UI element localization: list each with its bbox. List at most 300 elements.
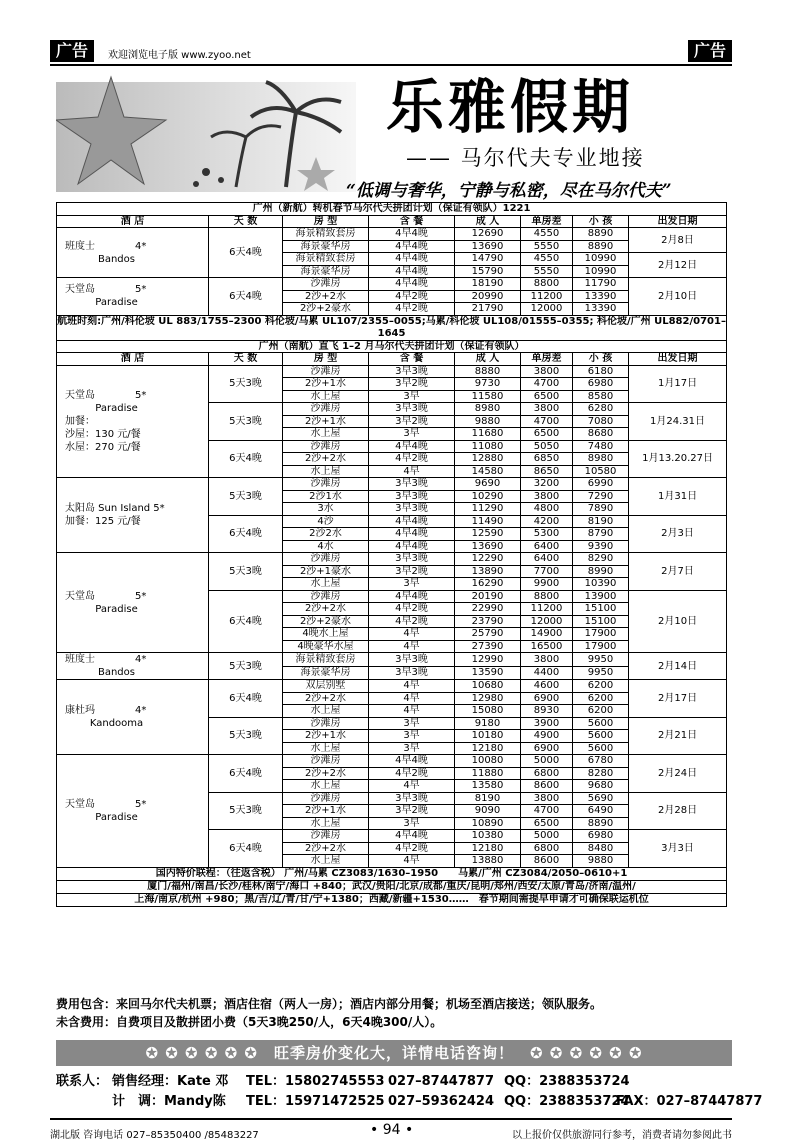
hotel-extra1: 沙屋：130 元/餐 — [65, 428, 141, 440]
meal-cell: 4早4晚 — [369, 265, 455, 278]
adult-cell: 13590 — [455, 666, 521, 680]
column-header: 房 型 — [283, 215, 369, 228]
date-cell: 1月24.31日 — [629, 403, 727, 441]
hotel-en: Paradise — [95, 811, 138, 823]
child-cell: 5600 — [573, 730, 629, 743]
child-cell: 13390 — [573, 303, 629, 316]
child-cell: 8290 — [573, 553, 629, 566]
child-cell: 6490 — [573, 805, 629, 818]
child-cell: 10580 — [573, 465, 629, 478]
adult-cell: 15080 — [455, 705, 521, 718]
child-cell: 8280 — [573, 767, 629, 780]
child-cell: 8980 — [573, 453, 629, 466]
hotel-cell — [57, 680, 209, 755]
hotel-cell — [57, 278, 209, 316]
contact-tel-1b: 027–87447877 — [388, 1074, 494, 1089]
single-cell: 3800 — [521, 403, 573, 416]
adult-cell: 10290 — [455, 490, 521, 503]
table-row — [57, 553, 727, 566]
date-cell: 2月10日 — [629, 590, 727, 653]
slogan: “低调与奢华，宁静与私密，尽在马尔代夫” — [346, 181, 672, 201]
room-cell: 沙滩房 — [283, 830, 369, 843]
date-cell: 2月12日 — [629, 253, 727, 278]
room-cell: 2沙+2水 — [283, 692, 369, 705]
meal-cell: 3早2晚 — [369, 378, 455, 391]
header-row — [57, 215, 727, 228]
adult-cell: 13580 — [455, 780, 521, 793]
welcome-text: 欢迎浏览电子版 www.zyoo.net — [108, 50, 251, 61]
room-cell: 沙滩房 — [283, 478, 369, 491]
room-cell: 2沙1水 — [283, 490, 369, 503]
contacts — [56, 1072, 763, 1112]
price-table — [56, 202, 727, 907]
room-cell: 沙滩房 — [283, 590, 369, 603]
column-header: 出发日期 — [629, 353, 727, 366]
column-header: 出发日期 — [629, 215, 727, 228]
date-cell: 1月17日 — [629, 365, 727, 403]
hotel-en: Paradise — [95, 402, 138, 414]
single-cell: 4800 — [521, 503, 573, 516]
room-cell: 水上屋 — [283, 428, 369, 441]
date-cell: 2月14日 — [629, 653, 727, 680]
single-cell: 4200 — [521, 515, 573, 528]
fee-included: 费用包含：来回马尔代夫机票；酒店住宿（两人一房）；酒店内部分用餐；机场至酒店接送；领队服务。 — [56, 997, 603, 1011]
single-cell: 8800 — [521, 590, 573, 603]
adult-cell: 11490 — [455, 515, 521, 528]
adult-cell: 13690 — [455, 240, 521, 253]
room-cell: 水上屋 — [283, 855, 369, 868]
hotel-en: Bandos — [97, 253, 135, 265]
table-row — [57, 755, 727, 768]
adult-cell: 15790 — [455, 265, 521, 278]
contact-fax: FAX：027–87447877 — [616, 1094, 763, 1109]
child-cell: 8190 — [573, 515, 629, 528]
child-cell: 15100 — [573, 603, 629, 616]
meal-cell: 4早 — [369, 705, 455, 718]
hotel-en: Paradise — [95, 297, 138, 309]
child-cell: 5600 — [573, 717, 629, 730]
column-header: 单房差 — [521, 215, 573, 228]
meal-cell: 4早 — [369, 640, 455, 653]
adult-cell: 10180 — [455, 730, 521, 743]
room-cell: 水上屋 — [283, 390, 369, 403]
meal-cell: 4早2晚 — [369, 303, 455, 316]
meal-cell: 4早4晚 — [369, 440, 455, 453]
adult-cell: 9730 — [455, 378, 521, 391]
page-number: • 94 • — [370, 1122, 414, 1138]
single-cell: 6900 — [521, 692, 573, 705]
contact-qq-2: QQ：2388353724 — [504, 1094, 630, 1109]
room-cell: 2沙+2水 — [283, 453, 369, 466]
meal-cell: 4早4晚 — [369, 228, 455, 241]
single-cell: 7700 — [521, 565, 573, 578]
adult-cell: 11880 — [455, 767, 521, 780]
single-cell: 5000 — [521, 755, 573, 768]
meal-cell: 3早2晚 — [369, 805, 455, 818]
contact-row-1 — [56, 1072, 732, 1092]
child-cell: 10390 — [573, 578, 629, 591]
room-cell: 2沙+1水 — [283, 805, 369, 818]
child-cell: 8480 — [573, 842, 629, 855]
room-cell: 双层别墅 — [283, 680, 369, 693]
hotel-star: 5* — [135, 284, 147, 296]
room-cell: 2沙+1豪水 — [283, 565, 369, 578]
footer-disclaimer: 以上报价仅供旅游同行参考，消费者请勿参阅此书 — [512, 1130, 732, 1141]
contact-row-2 — [56, 1092, 763, 1112]
table-row — [57, 278, 727, 291]
meal-cell: 4早4晚 — [369, 253, 455, 266]
brand-title: 乐雅假期 — [386, 73, 635, 141]
meal-cell: 3早3晚 — [369, 490, 455, 503]
column-header: 成 人 — [455, 215, 521, 228]
meal-cell: 3早3晚 — [369, 403, 455, 416]
single-cell: 6400 — [521, 540, 573, 553]
child-cell: 11790 — [573, 278, 629, 291]
child-cell: 10990 — [573, 253, 629, 266]
meal-cell: 4早 — [369, 855, 455, 868]
room-cell: 海景精致套房 — [283, 228, 369, 241]
adult-cell: 22990 — [455, 603, 521, 616]
single-cell: 5550 — [521, 240, 573, 253]
room-cell: 4晚水上屋 — [283, 628, 369, 641]
section-title: 广州（南航）直飞 1–2 月马尔代夫拼团计划（保证有领队） — [57, 340, 727, 353]
adult-cell: 9090 — [455, 805, 521, 818]
adult-cell: 18190 — [455, 278, 521, 291]
room-cell: 海景豪华房 — [283, 666, 369, 680]
room-cell: 沙滩房 — [283, 440, 369, 453]
table-row — [57, 478, 727, 491]
single-cell: 5050 — [521, 440, 573, 453]
meal-cell: 3早 — [369, 578, 455, 591]
child-cell: 6990 — [573, 478, 629, 491]
single-cell: 6900 — [521, 742, 573, 755]
days-cell: 5天3晚 — [209, 717, 283, 755]
room-cell: 海景精致套房 — [283, 653, 369, 667]
meal-cell: 3早3晚 — [369, 478, 455, 491]
adult-cell: 12880 — [455, 453, 521, 466]
meal-cell: 4早4晚 — [369, 240, 455, 253]
adult-cell: 8880 — [455, 365, 521, 378]
meal-cell: 3早2晚 — [369, 565, 455, 578]
child-cell: 9390 — [573, 540, 629, 553]
single-cell: 5550 — [521, 265, 573, 278]
room-cell: 沙滩房 — [283, 755, 369, 768]
meal-cell: 4早2晚 — [369, 767, 455, 780]
hotel-star: 4* — [135, 705, 147, 716]
single-cell: 12000 — [521, 615, 573, 628]
column-header: 酒 店 — [57, 353, 209, 366]
brand-subtitle: —— 马尔代夫专业地接 — [406, 146, 645, 170]
header-row — [57, 353, 727, 366]
single-cell: 6850 — [521, 453, 573, 466]
child-cell: 8890 — [573, 817, 629, 830]
banner — [56, 72, 732, 200]
adult-cell: 11580 — [455, 390, 521, 403]
child-cell: 9950 — [573, 666, 629, 680]
child-cell: 15100 — [573, 615, 629, 628]
adult-cell: 10890 — [455, 817, 521, 830]
adult-cell: 21790 — [455, 303, 521, 316]
days-cell: 6天4晚 — [209, 278, 283, 316]
hotel-extra2: 水屋：270 元/餐 — [65, 441, 141, 453]
adult-cell: 27390 — [455, 640, 521, 653]
hotel-star: 5* — [135, 590, 147, 602]
room-cell: 海景豪华房 — [283, 265, 369, 278]
room-cell: 2沙+2水 — [283, 603, 369, 616]
single-cell: 8650 — [521, 465, 573, 478]
ad-label-right: 广告 — [688, 40, 732, 62]
date-cell: 2月24日 — [629, 755, 727, 793]
room-cell: 水上屋 — [283, 578, 369, 591]
child-cell: 7890 — [573, 503, 629, 516]
hotel-cell — [57, 478, 209, 553]
room-cell: 沙滩房 — [283, 717, 369, 730]
column-header: 成 人 — [455, 353, 521, 366]
room-cell: 水上屋 — [283, 742, 369, 755]
adult-cell: 12980 — [455, 692, 521, 705]
column-header: 天 数 — [209, 215, 283, 228]
hotel-star: 4* — [135, 654, 147, 665]
column-header: 酒 店 — [57, 215, 209, 228]
room-cell: 沙滩房 — [283, 278, 369, 291]
hotel-cell — [57, 553, 209, 653]
meal-cell: 4早2晚 — [369, 615, 455, 628]
hotel-cell — [57, 228, 209, 278]
room-cell: 水上屋 — [283, 465, 369, 478]
adult-cell: 13880 — [455, 855, 521, 868]
meal-cell: 3早3晚 — [369, 503, 455, 516]
table-row — [57, 653, 727, 667]
room-cell: 沙滩房 — [283, 553, 369, 566]
days-cell: 5天3晚 — [209, 365, 283, 403]
meal-cell: 3早 — [369, 390, 455, 403]
days-cell: 6天4晚 — [209, 830, 283, 868]
child-cell: 6200 — [573, 692, 629, 705]
room-cell: 水上屋 — [283, 705, 369, 718]
single-cell: 3900 — [521, 717, 573, 730]
adult-cell: 14580 — [455, 465, 521, 478]
adult-cell: 23790 — [455, 615, 521, 628]
room-cell: 2沙+1水 — [283, 378, 369, 391]
child-cell: 8990 — [573, 565, 629, 578]
adult-cell: 12990 — [455, 653, 521, 667]
column-header: 房 型 — [283, 353, 369, 366]
single-cell: 3800 — [521, 653, 573, 667]
meal-cell: 4早4晚 — [369, 515, 455, 528]
starfish-palm-illustration — [56, 72, 356, 200]
days-cell: 5天3晚 — [209, 403, 283, 441]
meal-cell: 3早3晚 — [369, 666, 455, 680]
column-header: 小 孩 — [573, 353, 629, 366]
adult-cell: 10080 — [455, 755, 521, 768]
meal-cell: 4早 — [369, 628, 455, 641]
room-cell: 海景精致套房 — [283, 253, 369, 266]
single-cell: 9900 — [521, 578, 573, 591]
fee-info — [56, 995, 732, 1031]
child-cell: 17900 — [573, 628, 629, 641]
hotel-name: 天堂岛 — [65, 590, 95, 602]
room-cell: 4晚豪华水屋 — [283, 640, 369, 653]
adult-cell: 12590 — [455, 528, 521, 541]
contact-label: 联系人： — [56, 1074, 109, 1089]
single-cell: 8930 — [521, 705, 573, 718]
fee-excluded: 未含费用：自费项目及散拼团小费（5天3晚250/人，6天4晚300/人）。 — [56, 1015, 443, 1029]
hotel-name: 康杜玛 — [65, 705, 95, 716]
child-cell: 6780 — [573, 755, 629, 768]
adult-cell: 16290 — [455, 578, 521, 591]
contact-role-2: 计 调：Mandy陈 — [112, 1094, 226, 1109]
domestic-note: 上海/南京/杭州 +980；黑/吉/辽/青/甘/宁+1380；西藏/新疆+1530…… 春节期间需提早申请才可确保联运机位 — [57, 893, 727, 906]
single-cell: 3800 — [521, 490, 573, 503]
meal-cell: 3早 — [369, 817, 455, 830]
single-cell: 6500 — [521, 817, 573, 830]
meal-cell: 3早 — [369, 717, 455, 730]
meal-cell: 4早4晚 — [369, 830, 455, 843]
hotel-name: 天堂岛 — [65, 389, 95, 401]
hotel-cell — [57, 755, 209, 868]
adult-cell: 9180 — [455, 717, 521, 730]
room-cell: 2沙+2水 — [283, 767, 369, 780]
child-cell: 7480 — [573, 440, 629, 453]
child-cell: 9880 — [573, 855, 629, 868]
hotel-name: 班度士 — [65, 240, 95, 252]
column-header: 含 餐 — [369, 215, 455, 228]
date-cell: 2月28日 — [629, 792, 727, 830]
single-cell: 14900 — [521, 628, 573, 641]
note-row — [57, 315, 727, 340]
single-cell: 11200 — [521, 290, 573, 303]
adult-cell: 25790 — [455, 628, 521, 641]
contact-tel-2: TEL：15971472525 — [246, 1094, 385, 1109]
table-row — [57, 228, 727, 241]
adult-cell: 11290 — [455, 503, 521, 516]
domestic-note: 厦门/福州/南昌/长沙/桂林/南宁/海口 +840；武汉/贵阳/北京/成都/重庆/昆明/郑州/西安/太原/青岛/济南/温州/ — [57, 880, 727, 893]
footer — [50, 1118, 732, 1140]
single-cell: 4700 — [521, 378, 573, 391]
hotel-extra: 加餐：125 元/餐 — [65, 516, 141, 527]
table-row — [57, 680, 727, 693]
child-cell: 9950 — [573, 653, 629, 667]
child-cell: 6200 — [573, 705, 629, 718]
meal-cell: 3早 — [369, 742, 455, 755]
date-cell: 1月31日 — [629, 478, 727, 516]
room-cell: 沙滩房 — [283, 403, 369, 416]
single-cell: 8800 — [521, 278, 573, 291]
hotel-en: Bandos — [97, 667, 135, 678]
contact-tel-1: TEL：15802745553 — [246, 1074, 385, 1089]
single-cell: 4700 — [521, 805, 573, 818]
top-bar — [50, 40, 732, 66]
room-cell: 2沙+2水 — [283, 842, 369, 855]
adult-cell: 20190 — [455, 590, 521, 603]
child-cell: 7290 — [573, 490, 629, 503]
child-cell: 10990 — [573, 265, 629, 278]
adult-cell: 20990 — [455, 290, 521, 303]
hotel-extra: 加餐： — [65, 415, 95, 427]
section-title: 广州（新航）转机春节马尔代夫拼团计划（保证有领队）1221 — [57, 203, 727, 216]
date-cell: 2月10日 — [629, 278, 727, 316]
meal-cell: 4早2晚 — [369, 290, 455, 303]
meal-cell: 4早 — [369, 465, 455, 478]
hotel-en: Paradise — [95, 603, 138, 615]
meal-cell: 3早 — [369, 428, 455, 441]
hotel-star: 5* — [135, 389, 147, 401]
note-row — [57, 880, 727, 893]
single-cell: 4400 — [521, 666, 573, 680]
single-cell: 5000 — [521, 830, 573, 843]
single-cell: 8600 — [521, 780, 573, 793]
child-cell: 6200 — [573, 680, 629, 693]
child-cell: 9680 — [573, 780, 629, 793]
contact-qq-1: QQ：2388353724 — [504, 1074, 630, 1089]
room-cell: 2沙+2豪水 — [283, 303, 369, 316]
date-cell: 2月3日 — [629, 515, 727, 553]
single-cell: 3800 — [521, 365, 573, 378]
date-cell: 3月3日 — [629, 830, 727, 868]
hotel-name: 太阳岛 Sun Island 5* — [65, 503, 165, 514]
child-cell: 13390 — [573, 290, 629, 303]
meal-cell: 4早4晚 — [369, 590, 455, 603]
hotel-name: 天堂岛 — [65, 798, 95, 810]
single-cell: 4900 — [521, 730, 573, 743]
section-title-row — [57, 203, 727, 216]
flight-note: 航班时刻:广州/科伦坡 UL 883/1755–2300 科伦坡/马累 UL107/2355–0055;马累/科伦坡 UL108/01555–0355; 科伦坡/广州 UL882/0701–1645 — [57, 315, 726, 339]
hotel-name: 班度士 — [65, 654, 95, 665]
meal-cell: 4早4晚 — [369, 540, 455, 553]
single-cell: 16500 — [521, 640, 573, 653]
adult-cell: 11680 — [455, 428, 521, 441]
child-cell: 8580 — [573, 390, 629, 403]
room-cell: 4水 — [283, 540, 369, 553]
adult-cell: 13890 — [455, 565, 521, 578]
column-header: 单房差 — [521, 353, 573, 366]
meal-cell: 4早4晚 — [369, 755, 455, 768]
room-cell: 2沙+2豪水 — [283, 615, 369, 628]
meal-cell: 3早3晚 — [369, 365, 455, 378]
adult-cell: 12290 — [455, 553, 521, 566]
adult-cell: 12180 — [455, 742, 521, 755]
days-cell: 6天4晚 — [209, 228, 283, 278]
meal-cell: 4早 — [369, 780, 455, 793]
days-cell: 6天4晚 — [209, 680, 283, 718]
promo-banner: ✪ ✪ ✪ ✪ ✪ ✪ 旺季房价变化大，详情电话咨询！ ✪ ✪ ✪ ✪ ✪ ✪ — [56, 1040, 732, 1066]
adult-cell: 12690 — [455, 228, 521, 241]
single-cell: 11200 — [521, 603, 573, 616]
room-cell: 水上屋 — [283, 817, 369, 830]
child-cell: 5690 — [573, 792, 629, 805]
meal-cell: 4早2晚 — [369, 453, 455, 466]
single-cell: 6400 — [521, 553, 573, 566]
room-cell: 2沙2水 — [283, 528, 369, 541]
single-cell: 5300 — [521, 528, 573, 541]
contact-tel-2b: 027–59362424 — [388, 1094, 494, 1109]
adult-cell: 8980 — [455, 403, 521, 416]
child-cell: 8890 — [573, 228, 629, 241]
days-cell: 5天3晚 — [209, 553, 283, 591]
single-cell: 6500 — [521, 390, 573, 403]
meal-cell: 4早 — [369, 692, 455, 705]
hotel-star: 5* — [135, 798, 147, 810]
section-title-row — [57, 340, 727, 353]
days-cell: 6天4晚 — [209, 515, 283, 553]
child-cell: 6980 — [573, 378, 629, 391]
room-cell: 水上屋 — [283, 780, 369, 793]
ad-label-left: 广告 — [50, 40, 94, 62]
single-cell: 6800 — [521, 842, 573, 855]
room-cell: 2沙+1水 — [283, 730, 369, 743]
room-cell: 2沙+1水 — [283, 415, 369, 428]
days-cell: 5天3晚 — [209, 792, 283, 830]
